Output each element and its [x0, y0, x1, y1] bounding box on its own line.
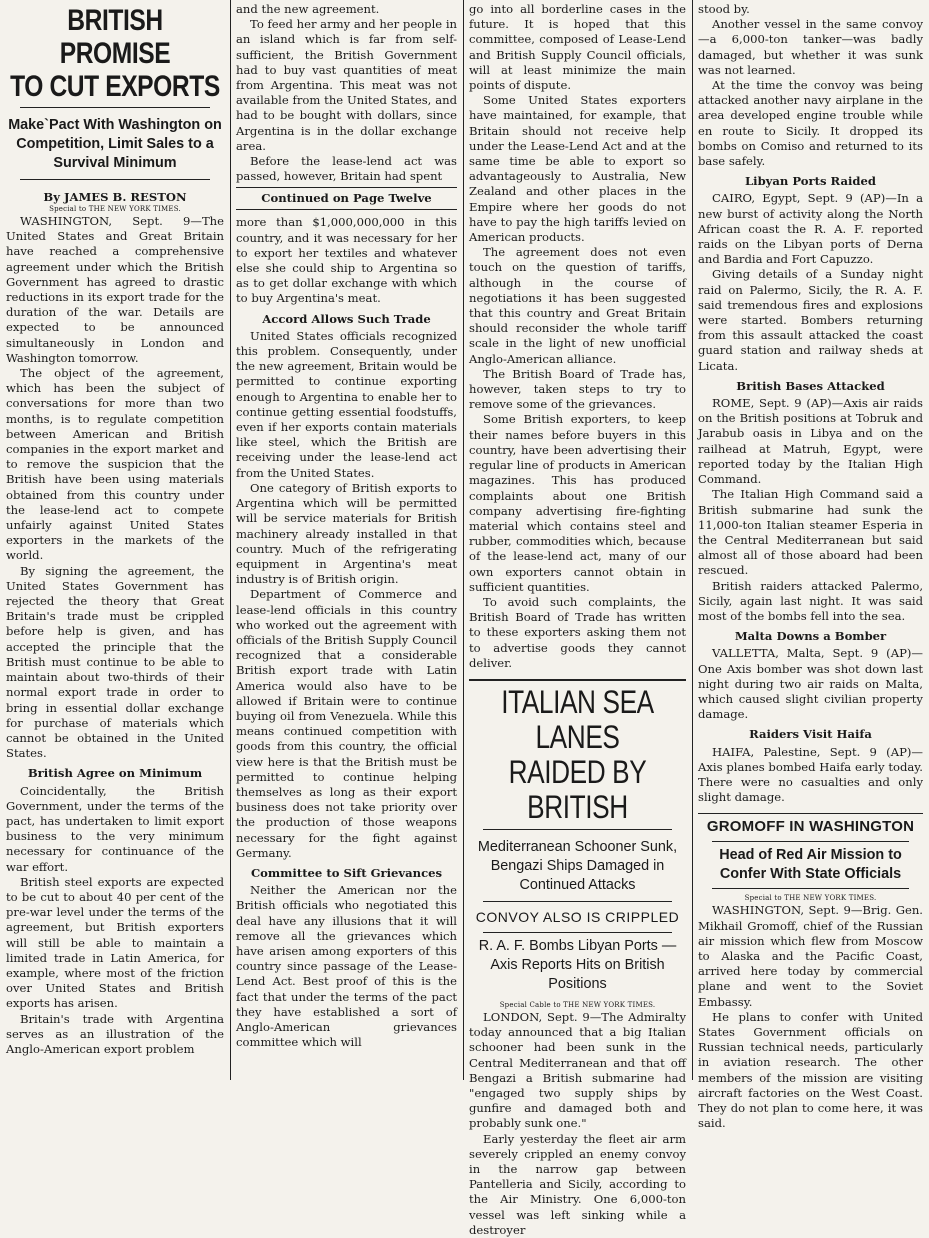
subhead-committee: Committee to Sift Grievances: [250, 865, 443, 880]
subheadline-schooner: Mediterranean Schooner Sunk, Bengazi Ships Damaged in Continued Attacks: [477, 838, 678, 893]
subheadline-rule: [712, 888, 909, 889]
column-1: [0, 0, 230, 1080]
subhead-malta: Malta Downs a Bomber: [734, 629, 887, 644]
paragraph: Before the lease-lend act was passed, however, Britain had spent: [236, 154, 457, 184]
paragraph: Department of Commerce and lease-lend officials in this country who worked out the agreement with officials of the British Supply Council recognized that a considerable British export trade with Latin America would also have to be allowed if Britain were to continue buying oil from Venezuela. While this means continued competition with goods from this country, the official view here is that the British must be permitted to continue helping themselves as long as their export business does not take priority over the production of those weapons necessary for the fight against Germany.: [236, 587, 457, 860]
headline-rule: [712, 841, 909, 842]
paragraph: ROME, Sept. 9 (AP)—Axis air raids on the British positions at Tobruk and Jarabub oasis in Libya and on the railhead at Matruh, Egypt, were reported today by the Italian High Command.: [698, 396, 923, 487]
special-credit: Special to THE NEW YORK TIMES.: [744, 894, 877, 903]
paragraph: Some British exporters, to keep their names before buyers in this country, have been advertising their regular line of products in American magazines. This has produced complaints about one British company advertising fire-fighting material which contains steel and rubber, commodities which, because of the lease-lend act, many of our own exporters cannot obtain in sufficient quantities.: [469, 412, 686, 594]
paragraph: go into all borderline cases in the future. It is hoped that this committee, composed of Lease-Lend and British Supply Council officials, will at least minimize the main points of dispute.: [469, 2, 686, 93]
paragraph: WASHINGTON, Sept. 9—The United States and Great Britain have reached a comprehensive agreement under which the British Government has agreed to drastic reductions in its export trade for the duration of the war. Details are expected to be announced simultaneously in London and Washington tomorrow.: [6, 214, 224, 365]
paragraph: At the time the convoy was being attacked another navy airplane in the area developed engine trouble while en route to Sicily. It dropped its bombs on Comiso and returned to its base safely.: [698, 78, 923, 169]
paragraph: CAIRO, Egypt, Sept. 9 (AP)—In a new burst of activity along the North African coast the R. A. F. reported raids on the Libyan ports of Derna and Bardia and Fort Capuzzo.: [698, 191, 923, 267]
subheadline-gromoff: Head of Red Air Mission to Confer With State Officials: [719, 847, 902, 883]
paragraph: The agreement does not even touch on the question of tariffs, although in the course of negotiations it has been suggested that this country and Great Britain should reconsider the whole tariff scale in the light of new unofficial Anglo-American alliance.: [469, 245, 686, 366]
headline-rule: [20, 107, 210, 108]
paragraph: The British Board of Trade has, however, taken steps to try to remove some of the grievances.: [469, 366, 686, 412]
headline-line: BRITISH PROMISE: [59, 4, 171, 70]
deck-rule: [483, 932, 672, 933]
subheadline-rule: [483, 901, 672, 902]
headline-gromoff: GROMOFF IN WASHINGTON: [698, 813, 923, 837]
headline-line: ITALIAN SEA LANES: [501, 683, 654, 755]
subheadline-rule: [20, 179, 210, 180]
paragraph: British steel exports are expected to be cut to about 40 per cent of the pre-war level under the terms of the agreement, but British exporters will still be able to maintain a limited trade in Latin America, for example, where most of the friction over United States and British exports has arisen.: [6, 874, 224, 1011]
paragraph: HAIFA, Palestine, Sept. 9 (AP)—Axis planes bombed Haifa early today. There were no casualties and only slight damage.: [698, 744, 923, 805]
headline-line: TO CUT EXPORTS: [10, 70, 220, 103]
special-credit: Special to THE NEW YORK TIMES.: [49, 205, 181, 213]
paragraph: Some United States exporters have maintained, for example, that Britain should not receive help under the Lease-Lend Act and at the same time be able to export so advantageously to Australia, New Zealand and other places in the Empire where her goods do not have to pay the high tariffs levied on American products.: [469, 93, 686, 245]
subheadline-pact: Make`Pact With Washington on Competition, Limit Sales to a Survival Minimum: [8, 117, 222, 171]
paragraph: Early yesterday the fleet air arm severely crippled an enemy convoy in the narrow gap between Pantelleria and Sicily, according to the Air Ministry. One 6,000-ton vessel was left sinking while a destroyer: [469, 1131, 686, 1237]
story-separator: [469, 679, 686, 681]
subhead-haifa: Raiders Visit Haifa: [749, 727, 872, 742]
paragraph: and the new agreement.: [236, 2, 380, 16]
paragraph: more than $1,000,000,000 in this country, and it was necessary for her to export her textiles and whatever else she could ship to Argentina so as to get dollar exchange with which to buy Argentina's meat.: [236, 215, 457, 306]
subhead-libyan: Libyan Ports Raided: [745, 174, 876, 189]
continued-notice: Continued on Page Twelve: [236, 187, 457, 210]
paragraph: To avoid such complaints, the British Board of Trade has written to these exporters asking them not to advertise goods they cannot deliver.: [469, 594, 686, 670]
deck-convoy: CONVOY ALSO IS CRIPPLED: [475, 908, 680, 925]
paragraph: By signing the agreement, the United States Government has rejected the theory that Great Britain's trade must be crippled before help is given, and has accepted the principle that the British must continue to be able to maintain about two-thirds of their normal export trade in order to bring in essential dollar exchange for purchase of materials which cannot be obtained in the United States.: [6, 563, 224, 761]
special-credit: Special Cable to THE NEW YORK TIMES.: [499, 1000, 656, 1009]
paragraph: The object of the agreement, which has been the subject of conversations for more than two months, is to regulate competition between American and British companies in the export market and to remove the suspicion that the British have been using materials obtained from this country under the lease-lend act to compete unfairly against United States exporters in the markets of the world.: [6, 366, 224, 563]
paragraph: Another vessel in the same convoy—a 6,000-ton tanker—was badly damaged, but whether it was sunk was not learned.: [698, 17, 923, 77]
paragraph: One category of British exports to Argentina which will be permitted will be service materials for British machinery already installed in that country. Much of the refrigerating equipment in Argentina's meat industry is of British origin.: [236, 480, 457, 587]
paragraph: stood by.: [698, 2, 750, 16]
deck-raf-bombs: R. A. F. Bombs Libyan Ports —Axis Reports Hits on British Positions: [478, 937, 677, 992]
subhead-minimum: British Agree on Minimum: [27, 766, 203, 781]
paragraph: Coincidentally, the British Government, under the terms of the pact, has undertaken to limit export business to the very minimum necessary for continuance of the war effort.: [6, 783, 224, 874]
headline-italian-sea-lanes: [472, 685, 683, 825]
byline: By JAMES B. RESTON: [43, 190, 187, 204]
headline-line: RAIDED BY BRITISH: [508, 753, 647, 825]
column-2: [230, 0, 463, 1080]
paragraph: WASHINGTON, Sept. 9—Brig. Gen. Mikhail Gromoff, chief of the Russian air mission which flew from Moscow to Alaska and the Pacific Coast, arrived here today by commercial plane and went to the Soviet Embassy.: [698, 903, 923, 1009]
paragraph: Britain's trade with Argentina serves as an illustration of the Anglo-American export problem: [6, 1011, 224, 1056]
headline-rule: [483, 829, 672, 830]
paragraph: Giving details of a Sunday night raid on Palermo, Sicily, the R. A. F. said tremendous fires and explosions were started. Bombers returning from this assault attacked the coast guard station and railway sheds at Licata.: [698, 267, 923, 373]
paragraph: The Italian High Command said a British submarine had sunk the 11,000-ton Italian steamer Esperia in the Central Mediterranean but said almost all of those aboard had been rescued.: [698, 487, 923, 578]
column-4: [692, 0, 929, 1131]
paragraph: Neither the American nor the British officials who negotiated this deal have any illusions that it will remove all the grievances which have arisen among exporters of this country since passage of the Lease-Lend Act. Best proof of this is the fact that under the terms of the pact they have established a sort of Anglo-American grievances committee which will: [236, 883, 457, 1050]
column-3: [463, 0, 692, 1237]
paragraph: VALLETTA, Malta, Sept. 9 (AP)—One Axis bomber was shot down last night during two air raids on Malta, which caused slight civilian property damage.: [698, 646, 923, 722]
subhead-bases: British Bases Attacked: [736, 378, 885, 393]
headline-british-promise: [9, 4, 221, 103]
paragraph: LONDON, Sept. 9—The Admiralty today announced that a big Italian schooner had been sunk in the Central Mediterranean and that off Bengazi a British submarine had "engaged two supply ships by gunfire and damaged both and probably sunk one.": [469, 1009, 686, 1131]
subhead-accord: Accord Allows Such Trade: [262, 311, 431, 326]
paragraph: United States officials recognized this problem. Consequently, under the new agreement, Britain would be permitted to continue exporting enough to Argentina to enable her to continue getting essential foodstuffs, even if her exports contain materials like steel, which the British are receiving under the lease-lend act from the United States.: [236, 328, 457, 480]
paragraph: He plans to confer with United States Government officials on Russian technical needs, particularly in aviation research. The other members of the mission are visiting aircraft factories on the West Coast. They do not plan to come here, it was said.: [698, 1009, 923, 1131]
paragraph: To feed her army and her people in an island which is far from self-sufficient, the British Government had to buy vast quantities of meat from Argentina. This meat was not available from the United States, and had to be bought with dollars, since Argentina is in the dollar exchange area.: [236, 17, 458, 153]
paragraph: British raiders attacked Palermo, Sicily, again last night. It was said most of the bombs fell into the sea.: [698, 578, 923, 623]
